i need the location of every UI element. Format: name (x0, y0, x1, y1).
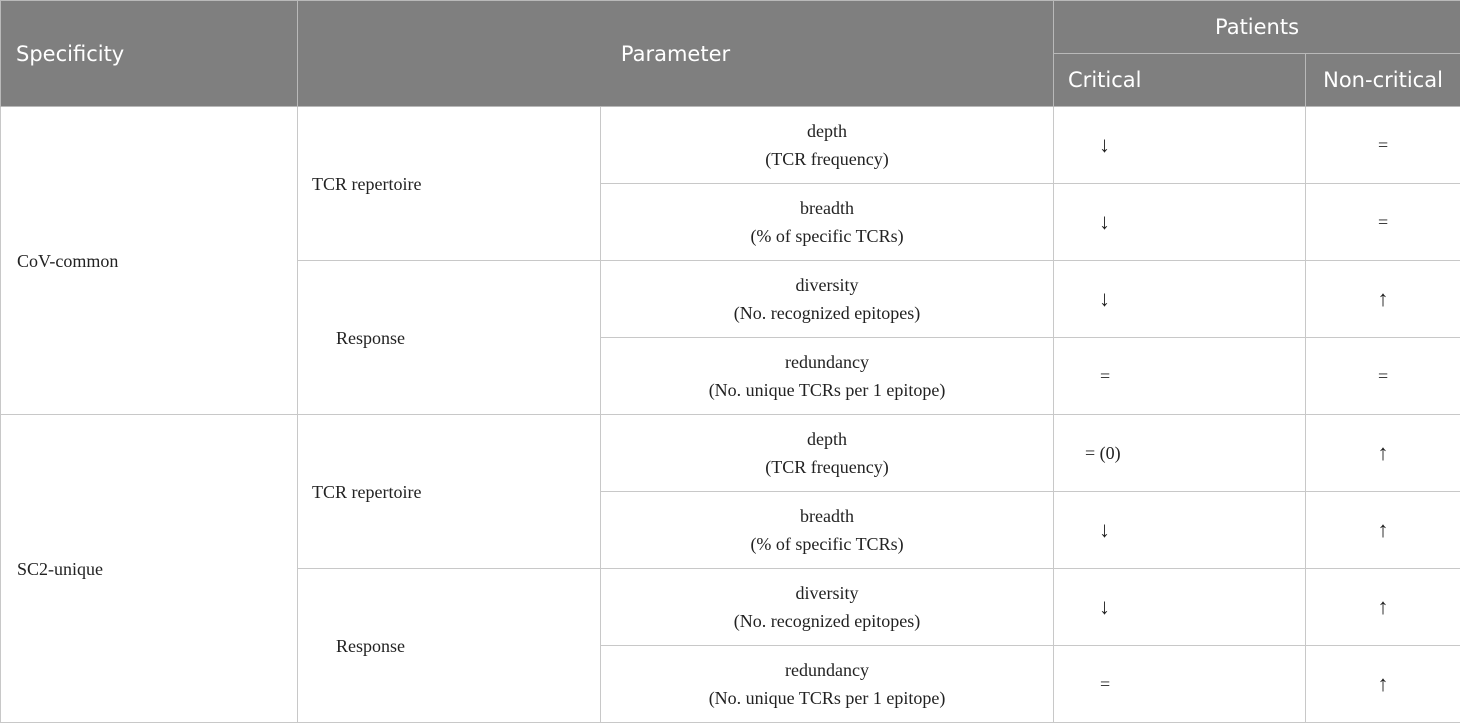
non-critical-cell: ↑ (1306, 415, 1460, 492)
parameter-name: depth (601, 117, 1053, 145)
critical-cell: ↓ (1054, 261, 1306, 338)
critical-cell: ↓ (1054, 107, 1306, 184)
critical-cell: ↓ (1054, 492, 1306, 569)
parameter-name: diversity (601, 579, 1053, 607)
non-critical-cell: = (1306, 338, 1460, 415)
header-non-critical: Non-critical (1306, 54, 1460, 107)
table-row (1, 415, 1460, 492)
subgroup-cell: TCR repertoire (298, 415, 601, 569)
critical-cell: = (1054, 646, 1306, 723)
parameter-detail: (% of specific TCRs) (601, 222, 1053, 250)
subgroup-cell: Response (298, 569, 601, 723)
critical-cell: = (0) (1054, 415, 1306, 492)
table-body (1, 107, 1460, 723)
parameter-detail: (No. unique TCRs per 1 epitope) (601, 684, 1053, 712)
subgroup-cell: Response (298, 261, 601, 415)
parameter-cell (601, 261, 1054, 338)
parameter-detail: (TCR frequency) (601, 145, 1053, 173)
specificity-cell: CoV-common (1, 107, 298, 415)
parameter-name: depth (601, 425, 1053, 453)
parameter-cell (601, 415, 1054, 492)
header-patients: Patients (1054, 1, 1460, 54)
parameter-detail: (No. recognized epitopes) (601, 607, 1053, 635)
specificity-cell: SC2-unique (1, 415, 298, 723)
non-critical-cell: = (1306, 184, 1460, 261)
parameter-detail: (% of specific TCRs) (601, 530, 1053, 558)
critical-cell: ↓ (1054, 184, 1306, 261)
parameter-detail: (No. recognized epitopes) (601, 299, 1053, 327)
critical-cell: ↓ (1054, 569, 1306, 646)
parameter-detail: (TCR frequency) (601, 453, 1053, 481)
parameter-detail: (No. unique TCRs per 1 epitope) (601, 376, 1053, 404)
table-row (1, 107, 1460, 184)
header-specificity: Specificity (1, 1, 298, 107)
parameter-name: redundancy (601, 348, 1053, 376)
non-critical-cell: ↑ (1306, 646, 1460, 723)
parameter-name: diversity (601, 271, 1053, 299)
parameter-cell (601, 646, 1054, 723)
parameter-name: breadth (601, 502, 1053, 530)
non-critical-cell: ↑ (1306, 492, 1460, 569)
parameter-cell (601, 569, 1054, 646)
parameter-name: redundancy (601, 656, 1053, 684)
non-critical-cell: = (1306, 107, 1460, 184)
parameter-cell (601, 184, 1054, 261)
subgroup-cell: TCR repertoire (298, 107, 601, 261)
critical-cell: = (1054, 338, 1306, 415)
parameter-cell (601, 107, 1054, 184)
header-parameter: Parameter (298, 1, 1054, 107)
table-header (1, 1, 1460, 107)
parameter-cell (601, 338, 1054, 415)
non-critical-cell: ↑ (1306, 569, 1460, 646)
parameter-cell (601, 492, 1054, 569)
header-critical: Critical (1054, 54, 1306, 107)
non-critical-cell: ↑ (1306, 261, 1460, 338)
parameter-name: breadth (601, 194, 1053, 222)
